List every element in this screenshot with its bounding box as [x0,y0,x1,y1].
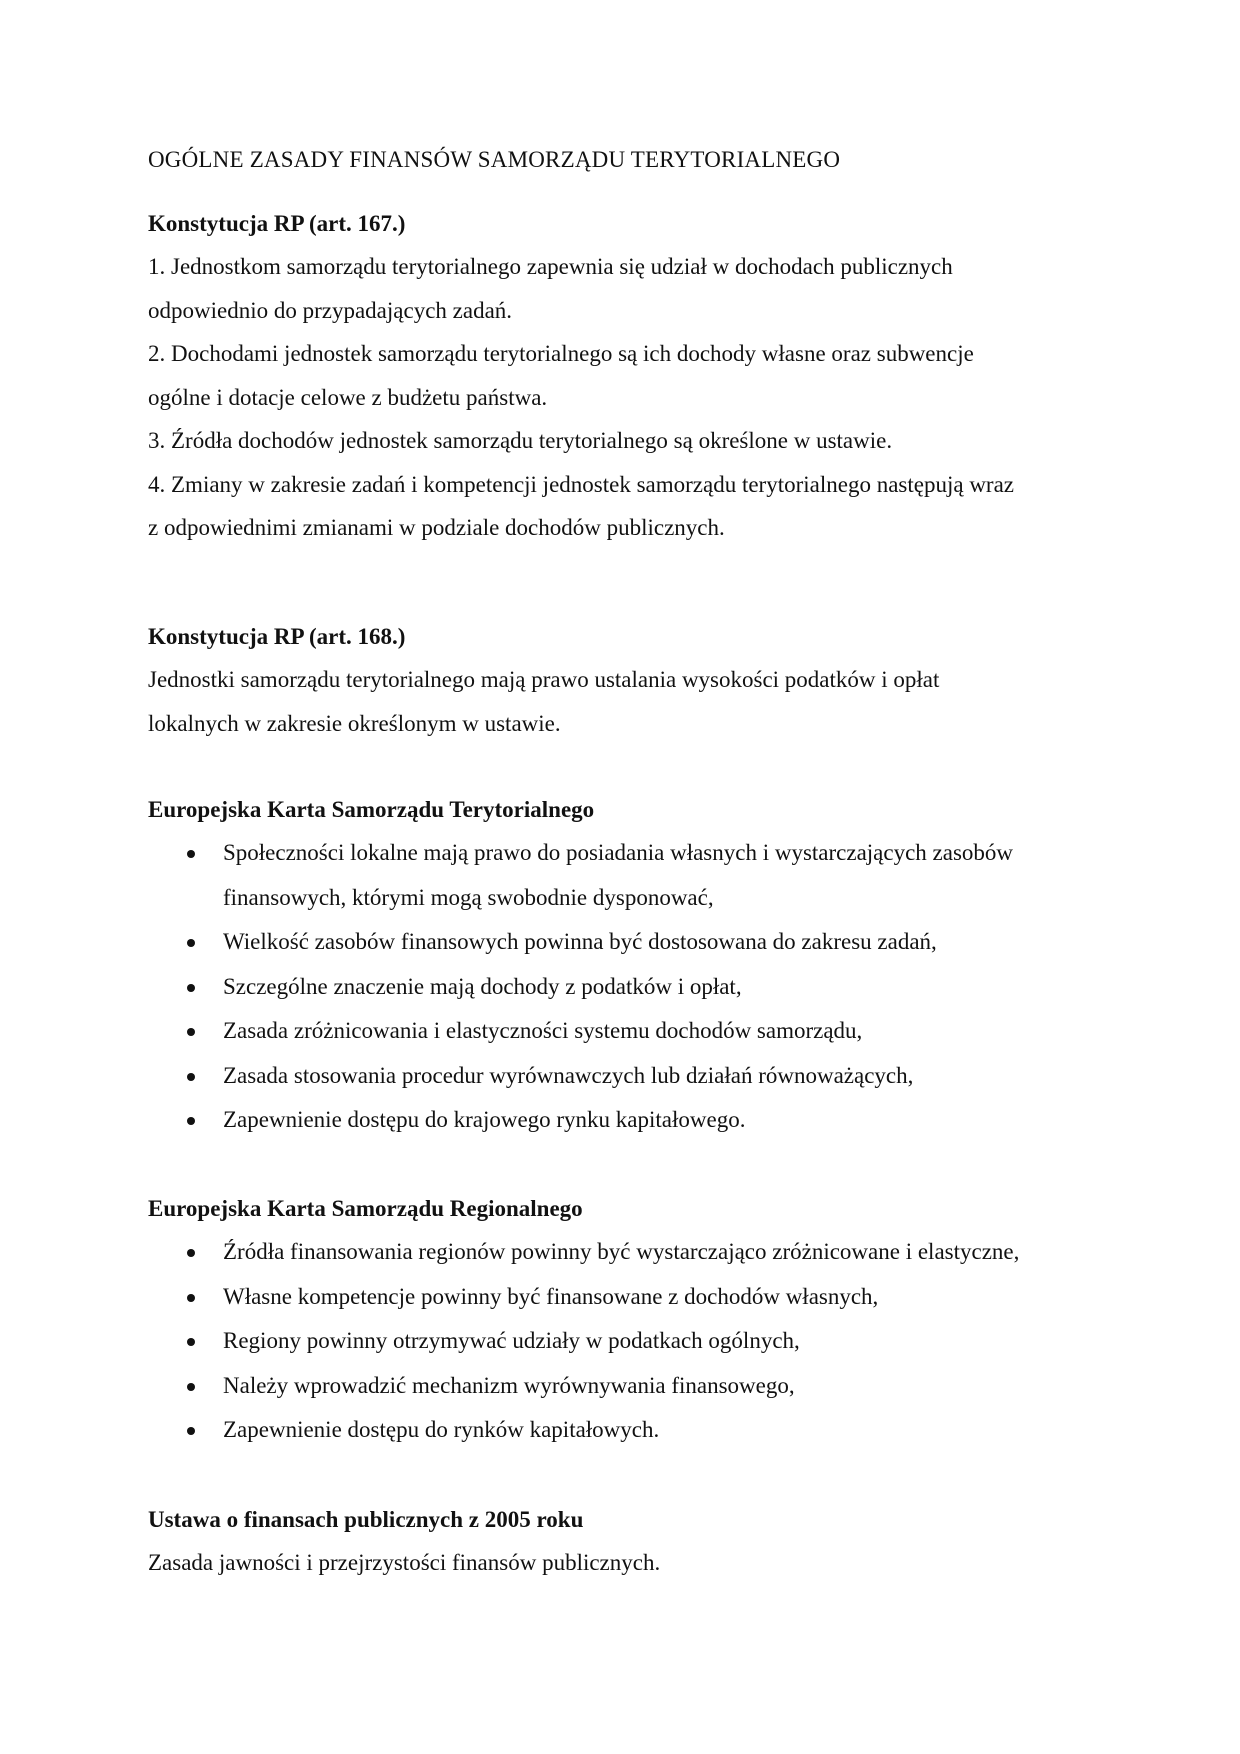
text-line: Wielkość zasobów finansowych powinna być dostosowana do zakresu zadań, [223,929,937,954]
text-line: Zasada zróżnicowania i elastyczności systemu dochodów samorządu, [223,1018,863,1043]
section-heading: Konstytucja RP (art. 167.) [148,211,406,236]
text-line: 3. Źródła dochodów jednostek samorządu terytorialnego są określone w ustawie. [148,428,893,453]
text-line: lokalnych w zakresie określonym w ustawie. [148,710,561,736]
text-line: 1. Jednostkom samorządu terytorialnego zapewnia się udział w dochodach publicznych [148,254,953,279]
bullet-icon [187,1294,195,1302]
text-line: z odpowiednimi zmianami w podziale dochodów publicznych. [148,515,725,540]
bullet-icon [187,939,195,947]
list-item [148,965,1128,1010]
text-line: Jednostki samorządu terytorialnego mają prawo ustalania wysokości podatków i opłat [148,667,940,692]
list-item [148,1275,1128,1320]
text-line: Regiony powinny otrzymywać udziały w podatkach ogólnych, [223,1328,800,1353]
list-item [148,1054,1128,1099]
bullet-icon [187,1117,195,1125]
list-item [148,1364,1128,1409]
list-item [148,1098,1128,1143]
text-line: ogólne i dotacje celowe z budżetu państwa. [148,384,548,410]
paragraph-2 [148,332,1128,419]
paragraph [148,658,1128,745]
section-konstytucja-art-167 [148,202,1128,550]
paragraph-3 [148,419,1128,463]
bullet-icon [187,1249,195,1257]
section-heading: Ustawa o finansach publicznych z 2005 roku [148,1507,584,1532]
section-heading: Europejska Karta Samorządu Regionalnego [148,1196,583,1221]
paragraph-4 [148,463,1128,550]
text-line: Należy wprowadzić mechanizm wyrównywania finansowego, [223,1372,795,1398]
document-title: OGÓLNE ZASADY FINANSÓW SAMORZĄDU TERYTORIALNEGO [148,147,841,172]
list-item [148,1230,1128,1275]
text-line: Zapewnienie dostępu do rynków kapitałowych. [223,1417,660,1442]
bullet-icon [187,1338,195,1346]
list-item [148,920,1128,965]
section-heading: Europejska Karta Samorządu Terytorialnego [148,797,595,822]
section-karta-regionalnego [148,1187,1128,1453]
text-line: odpowiednio do przypadających zadań. [148,297,513,323]
text-line: 4. Zmiany w zakresie zadań i kompetencji jednostek samorządu terytorialnego następują wraz [148,471,1015,497]
text-line: Zasada jawności i przejrzystości finansów publicznych. [148,1550,661,1575]
bullet-icon [187,1427,195,1435]
text-line: Zasada stosowania procedur wyrównawczych lub działań równoważących, [223,1062,914,1088]
text-line: 2. Dochodami jednostek samorządu terytorialnego są ich dochody własne oraz subwencje [148,341,974,366]
section-karta-terytorialnego [148,788,1128,1143]
bullet-icon [187,1383,195,1391]
text-line: Społeczności lokalne mają prawo do posiadania własnych i wystarczających zasobów [223,840,1014,865]
list-item [148,1009,1128,1054]
section-heading: Konstytucja RP (art. 168.) [148,624,406,649]
section-konstytucja-art-168 [148,615,1128,745]
bullet-icon [187,984,195,992]
paragraph [148,1541,1128,1585]
text-line: Szczególne znaczenie mają dochody z podatków i opłat, [223,973,742,999]
list-item [148,1408,1128,1453]
bullet-icon [187,850,195,858]
bullet-icon [187,1073,195,1081]
list-item [148,1319,1128,1364]
paragraph-1 [148,245,1128,332]
section-ustawa-2005 [148,1498,1128,1585]
bullet-list [148,1230,1128,1453]
text-line: Własne kompetencje powinny być finansowane z dochodów własnych, [223,1283,879,1309]
list-item [148,831,1128,920]
text-line: Źródła finansowania regionów powinny być wystarczająco zróżnicowane i elastyczne, [223,1239,1020,1264]
text-line: Zapewnienie dostępu do krajowego rynku kapitałowego. [223,1107,746,1132]
text-line: finansowych, którymi mogą swobodnie dysponować, [223,884,714,910]
bullet-icon [187,1028,195,1036]
bullet-list [148,831,1128,1143]
